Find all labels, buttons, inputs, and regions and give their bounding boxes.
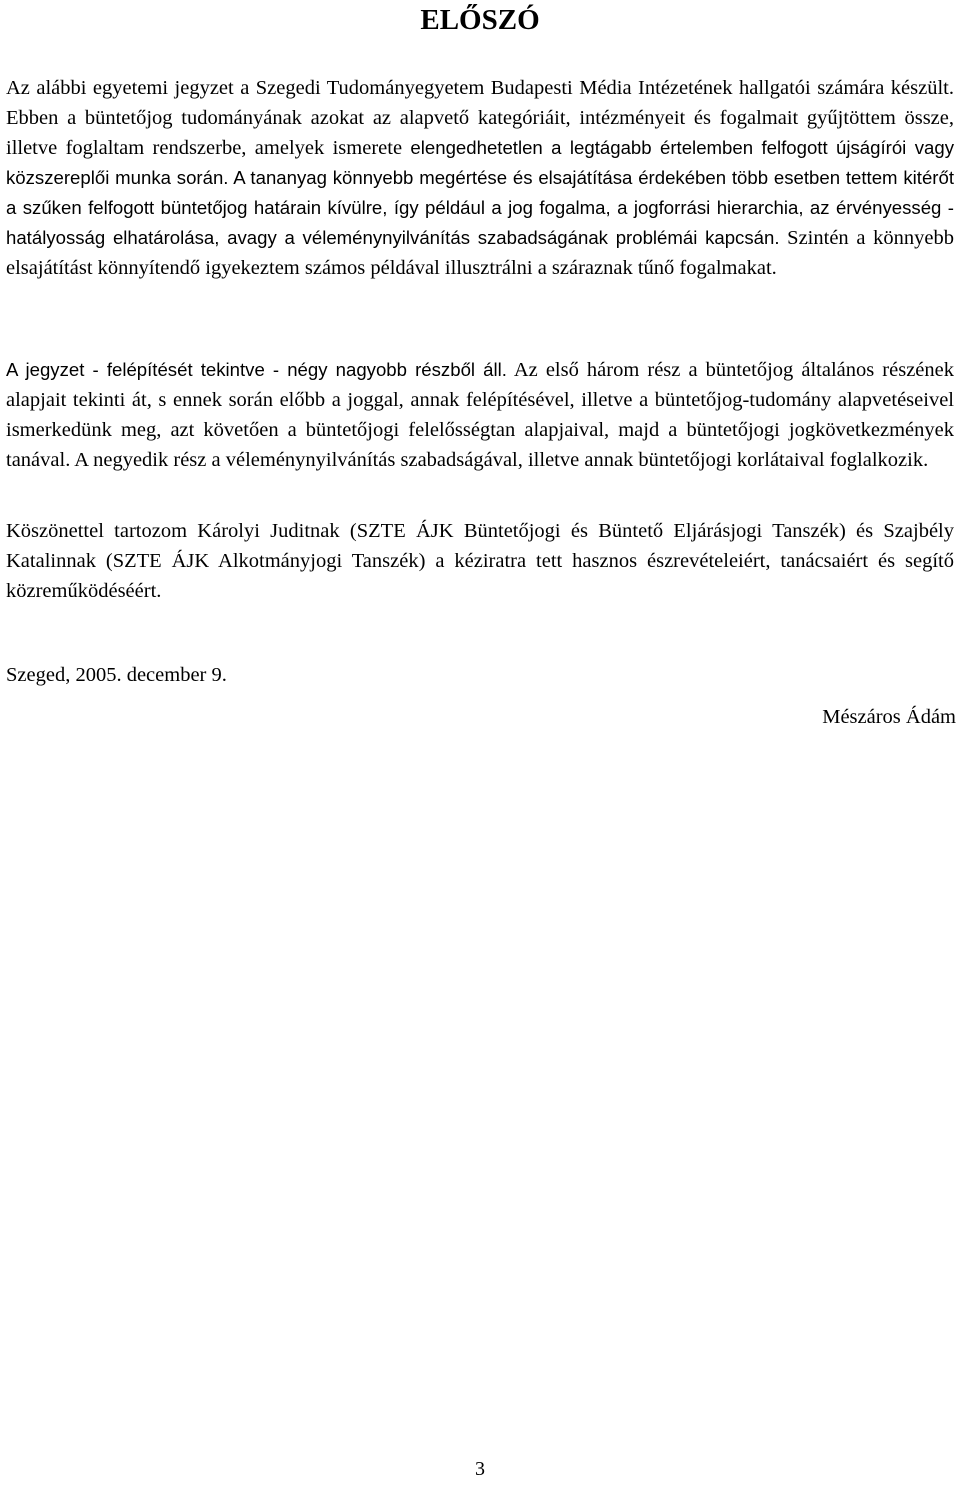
paragraph-structure [6,355,954,475]
paragraph-intro [6,73,954,283]
place-date: Szeged, 2005. december 9. [6,664,227,686]
page-title: ELŐSZÓ [420,4,540,36]
paragraph-intro-part1: Az alábbi egyetemi jegyzet a Szegedi Tudományegyetem Budapesti Média Intézetének hallgatói számára készült. Ebben a büntetőjog tudományának azokat az alapvető kategóriáit, intézményeit és fogalmait gyűjtöttem össze, illetve foglaltam rendszerbe, amelyek ismerete [6,77,954,159]
paragraph-intro-part3: Szintén a könnyebb elsajátítást könnyítendő igyekeztem számos példával illusztrálni a száraznak tűnő fogalmakat. [6,227,954,279]
paragraph-structure-part1: A jegyzet - felépítését tekintve - négy nagyobb részből áll. [6,359,507,380]
paragraph-structure-part2: Az első három rész a büntetőjog általános részének alapjait tekinti át, s ennek során előbb a joggal, annak felépítésével, illetve a büntetőjog-tudomány alapvetéseivel ismerkedünk meg, azt követően a büntetőjogi felelősségtan alapjaival, majd a büntetőjogi jogkövetkezmények tanával. A negyedik rész a véleménynyilvánítás szabadságával, illetve annak büntetőjogi korlátaival foglalkozik. [6,359,954,471]
page-number: 3 [475,1458,485,1480]
paragraph-intro-part2: elengedhetetlen a legtágabb értelemben felfogott újságírói vagy közszereplői munka során. A tananyag könnyebb megértése és elsajátítása érdekében több esetben tettem kitérőt a szűken felfogott büntetőjog határain kívülre, így például a jog fogalma, a jogforrási hierarchia, az érvényesség - hatályosság elhatárolása, avagy a véleménynyilvánítás szabadságának problémái kapcsán. [6,137,954,248]
author-signature: Mészáros Ádám [822,706,956,728]
paragraph-acknowledgements: Köszönettel tartozom Károlyi Juditnak (SZTE ÁJK Büntetőjogi és Büntető Eljárásjogi Tanszék) és Szajbély Katalinnak (SZTE ÁJK Alkotmányjogi Tanszék) a kéziratra tett hasznos észrevételeiért, tanácsaiért és segítő közreműködéséért. [6,520,954,602]
